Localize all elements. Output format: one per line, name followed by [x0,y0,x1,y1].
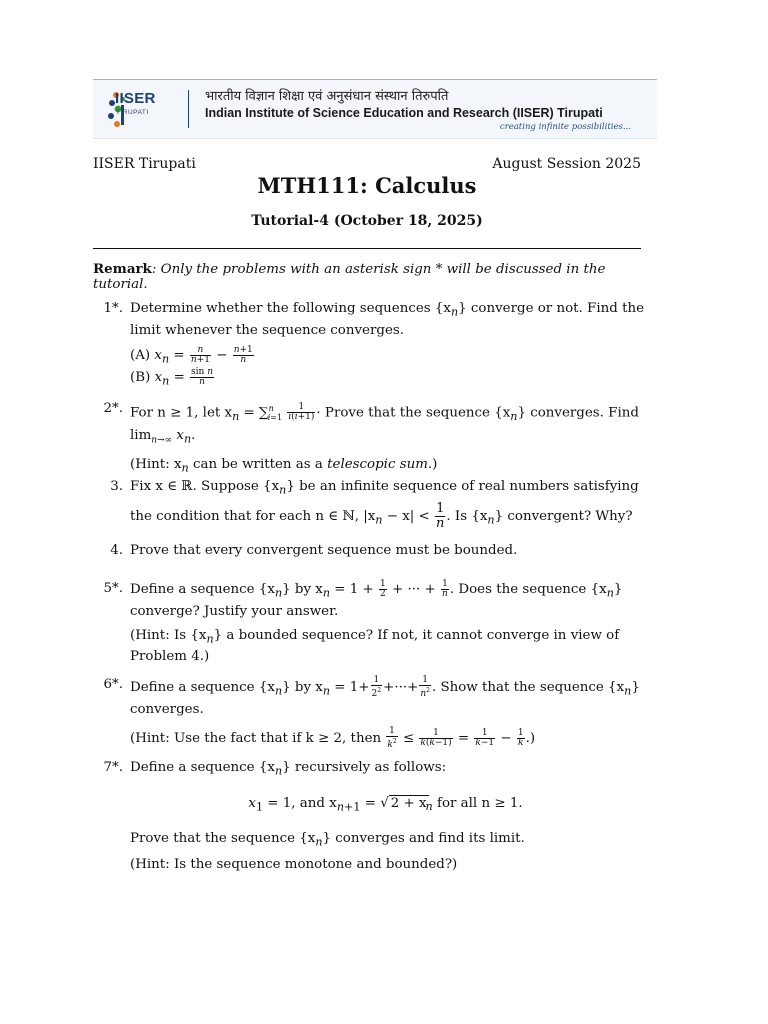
institute-banner [93,79,657,139]
remark-label: Remark [93,261,152,277]
problem-text: } convergent? Why? [494,508,633,524]
hint-text: (Hint: x [130,456,182,472]
session-label: August Session 2025 [492,156,641,172]
problem-text: } be an infinite sequence of real numbers satisfying [286,479,639,494]
remark-text: : Only the problems with an asterisk sign * will be discussed in the tutorial. [93,262,606,292]
problem-text: + ··· + [392,582,436,597]
problem-text: Fix x ∈ ℝ. Suppose {x [130,479,280,494]
problem-text: . Does the sequence {x [449,582,607,597]
problem-text: For n ≥ 1, let x [130,405,233,421]
institute-name: Indian Institute of Science Education and Research (IISER) Tirupati [205,106,603,120]
problem-text: Determine whether the following sequences {x [130,301,451,316]
hint-text: (Hint: Is the sequence monotone and bounded?) [130,857,458,873]
formula: $\frac{1}{n}$ [436,500,445,531]
formula: $\frac{1}{k}$ [517,727,524,748]
problem-text: } converges and find its limit. [322,831,525,847]
formula: = 1, and x [263,795,337,811]
hint: (Hint: $x_n$ can be written as a telescopic sum.) [130,456,438,475]
limit-expression: $\lim_{n\to\infty} x_n$. [130,428,196,446]
hint-text: Problem 4.) [130,649,210,665]
problem-number: 2*. [103,401,123,416]
part-label: (A) [130,347,151,363]
formula: $\frac{n}{n+1}$ [190,344,210,365]
problem-text: converge? Justify your answer. [130,603,339,619]
problem-text: = 1 + [330,582,374,597]
banner-divider [188,90,189,128]
hint-text: (Hint: Use the fact that if k ≥ 2, then [130,730,382,746]
hint-text: (Hint: Is {x [130,627,207,643]
institution-label: IISER Tirupati [93,156,196,172]
problem-text: · Prove that the sequence {x [316,405,511,421]
problem-text: . Is {x [446,508,488,524]
formula: $\frac{1}{k^2}$ [387,725,397,750]
problem-number: 6*. [103,677,123,692]
formula: = [360,795,376,811]
formula: $\frac{1}{2}$ [380,579,386,599]
problem-text: − x| < [382,508,430,524]
problem-text: +···+ [383,680,419,695]
formula: 2 + x [390,795,427,811]
part-b: (B) $x_n$ = $\frac{\text{sin n}}{n}$ [130,367,213,389]
formula: $\frac{1}{k-1}$ [475,727,495,748]
formula: for all n ≥ 1. [432,795,523,811]
problem-text: Prove that every convergent sequence must be bounded. [130,543,518,558]
course-title: MTH111: Calculus [257,173,477,198]
logo-subtitle: TIRUPATI [116,109,149,116]
problem-text: limit whenever the sequence converges. [130,322,404,338]
problem-number: 5*. [103,581,123,596]
tutorial-title: Tutorial-4 (October 18, 2025) [251,213,483,229]
session-row [93,156,641,172]
problem-number: 3. [110,479,123,494]
problem-text: = 1+ [330,680,370,695]
remark [93,261,643,292]
title-rule [93,248,641,249]
logo-word: IISER [115,90,156,107]
problem-text: Define a sequence {x [130,680,275,695]
problem-text: } by x [282,582,323,597]
problem-text: } [613,582,623,597]
problem-number: 1*. [103,301,123,316]
formula: $\frac{1}{n^2}$ [420,675,430,699]
problem-text: converges. [130,701,204,717]
formula: $\frac{1}{i(i+1)}$ [288,402,315,423]
part-label: (B) [130,370,151,386]
formula: $\frac{1}{2^2}$ [371,675,382,699]
hint-text: } a bounded sequence? If not, it cannot converge in view of [213,627,620,643]
problem-text: } converge or not. Find the [458,301,645,316]
formula: $\frac{n+1}{n}$ [233,344,253,365]
problem-number: 7*. [103,760,123,775]
formula: $\frac{1}{k(k-1)}$ [420,727,452,748]
formula: x [248,795,256,811]
problem-text: } by x [282,680,323,695]
problem-text: } [631,680,640,695]
problem-text: } converges. Find [517,405,639,421]
problem-text: Define a sequence {x [130,582,275,597]
institute-tagline: creating infinite possibilities... [499,122,631,132]
hint-text: .) [427,456,438,472]
problem-text: the condition that for each n ∈ ℕ, |x [130,508,376,524]
formula: $\frac{1}{n}$ [442,579,448,599]
institute-name-hindi: भारतीय विज्ञान शिक्षा एवं अनुसंधान संस्थान तिरुपति [205,89,449,104]
formula: $\frac{\text{sin n}}{n}$ [191,367,213,388]
hint-emphasis: telescopic sum [327,456,428,472]
problem-text: } recursively as follows: [282,760,447,775]
problem-number: 4. [110,543,123,558]
problem-text: Prove that the sequence {x [130,831,316,847]
problem-text: . Show that the sequence {x [431,680,625,695]
problem-text: Define a sequence {x [130,760,275,775]
hint-text: can be written as a [188,456,328,472]
recurrence-equation: $x_1 = 1$, and $x_{n+1}$ = √ $2 + x_n$ for all n ≥ 1. [248,795,523,814]
hint-text: .) [525,730,536,746]
part-a: (A) $x_n$ = $\frac{n}{n+1}$ − $\frac{n+1}{n}$ [130,344,253,366]
